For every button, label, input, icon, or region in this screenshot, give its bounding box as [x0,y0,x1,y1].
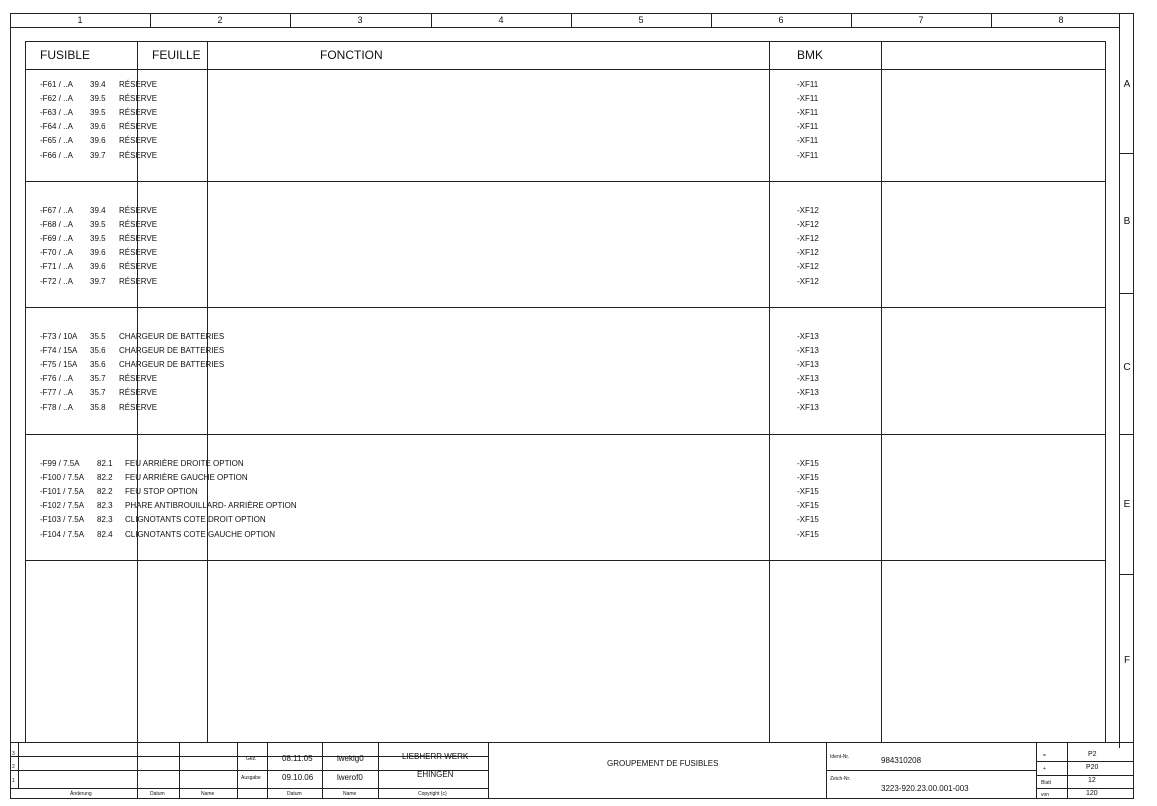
fuse-sheet: 39.5 [90,234,106,243]
ausgabe-date: 09.10.06 [282,773,314,782]
frame-left [10,13,11,799]
fuse-function: RÉSERVE [119,262,158,271]
header-fusible: FUSIBLE [40,48,91,62]
fuse-id: -F65 / ..A [40,136,73,145]
fuse-bmk: -XF15 [797,501,819,510]
fuse-bmk: -XF13 [797,403,819,412]
fuse-id: -F100 / 7.5A [40,473,85,482]
fuse-bmk: -XF13 [797,360,819,369]
fuse-function: CHARGEUR DE BATTERIES [119,332,225,341]
fuse-function: FEU STOP OPTION [125,487,198,496]
ident-number: 984310208 [881,756,922,765]
fuse-id: -F103 / 7.5A [40,515,85,524]
table-top [25,41,1106,42]
fuse-id: -F61 / ..A [40,80,73,89]
rev-row-2: 2 [12,764,15,770]
label-ident: Ident-Nr. [830,754,850,760]
row-letter: E [1123,499,1131,510]
fuse-bmk: -XF12 [797,262,819,271]
fuse-sheet: 39.6 [90,248,106,257]
label-name: Name [201,791,215,797]
fuse-bmk: -XF12 [797,234,819,243]
fuse-sheet: 82.3 [97,501,113,510]
row-strip-left [1119,13,1120,748]
header-feuille: FEUILLE [152,48,201,62]
row-divider [1119,574,1133,575]
fuse-id: -F74 / 15A [40,346,78,355]
fuse-sheet: 39.7 [90,151,106,160]
column-number: 6 [778,15,784,25]
fuse-bmk: -XF15 [797,459,819,468]
column-number: 7 [918,15,924,25]
fuse-bmk: -XF12 [797,277,819,286]
fuse-id: -F75 / 15A [40,360,78,369]
label-anderung: Änderung [70,791,92,797]
fuse-function: RÉSERVE [119,108,158,117]
fuse-sheet: 39.6 [90,136,106,145]
fuse-sheet: 35.7 [90,374,106,383]
fuse-function: RÉSERVE [119,80,158,89]
gez-name: lwekig0 [337,754,364,763]
fuse-sheet: 35.7 [90,388,106,397]
fuse-id: -F66 / ..A [40,151,73,160]
fuse-id: -F67 / ..A [40,206,73,215]
fuse-sheet: 39.5 [90,108,106,117]
fuse-sheet: 35.6 [90,360,106,369]
right-value-3: 120 [1086,790,1098,797]
fuse-bmk: -XF11 [797,80,819,89]
header-fonction: FONCTION [320,48,383,62]
column-number: 1 [77,15,83,25]
fuse-id: -F101 / 7.5A [40,487,85,496]
col-divider-right [881,41,882,743]
fuse-id: -F72 / ..A [40,277,73,286]
table-left [25,41,26,743]
column-number: 2 [217,15,223,25]
fuse-bmk: -XF12 [797,248,819,257]
label-datum: Datum [150,791,165,797]
fuse-id: -F71 / ..A [40,262,73,271]
rev-row-1: 1 [12,778,15,784]
fuse-id: -F63 / ..A [40,108,73,117]
fuse-id: -F70 / ..A [40,248,73,257]
right-key-0: = [1043,753,1046,759]
fuse-function: RÉSERVE [119,206,158,215]
fuse-function: RÉSERVE [119,94,158,103]
fuse-function: PHARE ANTIBROUILLARD- ARRIÈRE OPTION [125,501,297,510]
column-number: 4 [498,15,504,25]
fuse-sheet: 39.6 [90,262,106,271]
fuse-function: RÉSERVE [119,248,158,257]
row-letter: A [1123,79,1131,90]
frame-right [1133,13,1134,799]
fuse-id: -F62 / ..A [40,94,73,103]
drawing-title: GROUPEMENT DE FUSIBLES [607,759,719,768]
fuse-sheet: 82.2 [97,487,113,496]
fuse-bmk: -XF11 [797,108,819,117]
right-value-1: P20 [1086,764,1099,771]
fuse-id: -F102 / 7.5A [40,501,85,510]
fuse-bmk: -XF12 [797,206,819,215]
fuse-bmk: -XF12 [797,220,819,229]
fuse-id: -F64 / ..A [40,122,73,131]
group-divider-3 [25,434,1106,435]
fuse-id: -F104 / 7.5A [40,530,85,539]
fuse-sheet: 39.7 [90,277,106,286]
col-divider-bmk [769,41,770,743]
label-gez: Gez. [246,756,257,762]
fuse-sheet: 35.5 [90,332,106,341]
group-divider-1 [25,181,1106,182]
right-key-2: Blatt [1041,780,1052,786]
fuse-bmk: -XF15 [797,473,819,482]
fuse-function: RÉSERVE [119,234,158,243]
right-value-0: P2 [1088,751,1097,758]
company-city: EHINGEN [417,770,454,779]
label-datum2: Datum [287,791,302,797]
fuse-function: RÉSERVE [119,403,158,412]
column-number: 5 [638,15,644,25]
fuse-id: -F73 / 10A [40,332,78,341]
fuse-sheet: 35.6 [90,346,106,355]
fuse-bmk: -XF13 [797,332,819,341]
fuse-id: -F68 / ..A [40,220,73,229]
label-zeich: Zeich-Nr. [830,776,851,782]
table-header-bottom [25,69,1106,70]
fuse-function: RÉSERVE [119,151,158,160]
fuse-sheet: 82.4 [97,530,113,539]
fuse-sheet: 35.8 [90,403,106,412]
fuse-sheet: 39.4 [90,206,106,215]
column-number: 8 [1058,15,1064,25]
right-value-2: 12 [1088,777,1096,784]
fuse-id: -F78 / ..A [40,403,73,412]
group-divider-4 [25,560,1106,561]
row-letter: F [1123,655,1131,666]
fuse-function: RÉSERVE [119,388,158,397]
fuse-sheet: 39.5 [90,94,106,103]
table-right [1105,41,1106,743]
column-strip-bottom [10,27,1119,28]
fuse-bmk: -XF15 [797,515,819,524]
label-ausgabe: Ausgabe [241,775,261,781]
fuse-bmk: -XF15 [797,487,819,496]
row-letter: B [1123,216,1131,227]
right-key-3: von [1041,792,1050,798]
fuse-sheet: 82.1 [97,459,113,468]
fuse-function: CHARGEUR DE BATTERIES [119,360,225,369]
fuse-bmk: -XF13 [797,388,819,397]
fuse-bmk: -XF11 [797,136,819,145]
gez-date: 08.11.05 [282,754,313,763]
fuse-id: -F77 / ..A [40,388,73,397]
header-bmk: BMK [797,48,824,62]
fuse-sheet: 39.5 [90,220,106,229]
fuse-function: RÉSERVE [119,374,158,383]
company-name: LIEBHERR WERK [402,752,469,761]
column-number: 3 [357,15,363,25]
fuse-bmk: -XF11 [797,122,819,131]
row-letter: C [1123,362,1131,373]
fuse-bmk: -XF11 [797,94,819,103]
fuse-sheet: 39.4 [90,80,106,89]
fuse-bmk: -XF11 [797,151,819,160]
fuse-bmk: -XF13 [797,374,819,383]
fuse-function: RÉSERVE [119,136,158,145]
row-divider [1119,293,1133,294]
fuse-function: RÉSERVE [119,277,158,286]
fuse-function: FEU ARRIÈRE GAUCHE OPTION [125,473,248,482]
row-divider [1119,434,1133,435]
fuse-function: CLIGNOTANTS COTE GAUCHE OPTION [125,530,276,539]
drawing-number: 3223-920.23.00.001-003 [881,784,969,793]
right-key-1: + [1043,766,1046,772]
ausgabe-name: lwerof0 [337,773,363,782]
fuse-id: -F69 / ..A [40,234,73,243]
rev-row-3: 3 [12,751,15,757]
group-divider-2 [25,307,1106,308]
fuse-bmk: -XF15 [797,530,819,539]
fuse-id: -F99 / 7.5A [40,459,80,468]
fuse-function: FEU ARRIÈRE DROITE OPTION [125,459,244,468]
fuse-function: CHARGEUR DE BATTERIES [119,346,225,355]
fuse-sheet: 82.2 [97,473,113,482]
fuse-function: RÉSERVE [119,220,158,229]
fuse-sheet: 39.6 [90,122,106,131]
fuse-sheet: 82.3 [97,515,113,524]
row-divider [1119,153,1133,154]
fuse-function: CLIGNOTANTS COTE DROIT OPTION [125,515,266,524]
fuse-bmk: -XF13 [797,346,819,355]
fuse-function: RÉSERVE [119,122,158,131]
col-divider-fonction [207,41,208,743]
label-name2: Name [343,791,357,797]
label-copyright: Copyright (c) [418,791,447,797]
fuse-id: -F76 / ..A [40,374,73,383]
